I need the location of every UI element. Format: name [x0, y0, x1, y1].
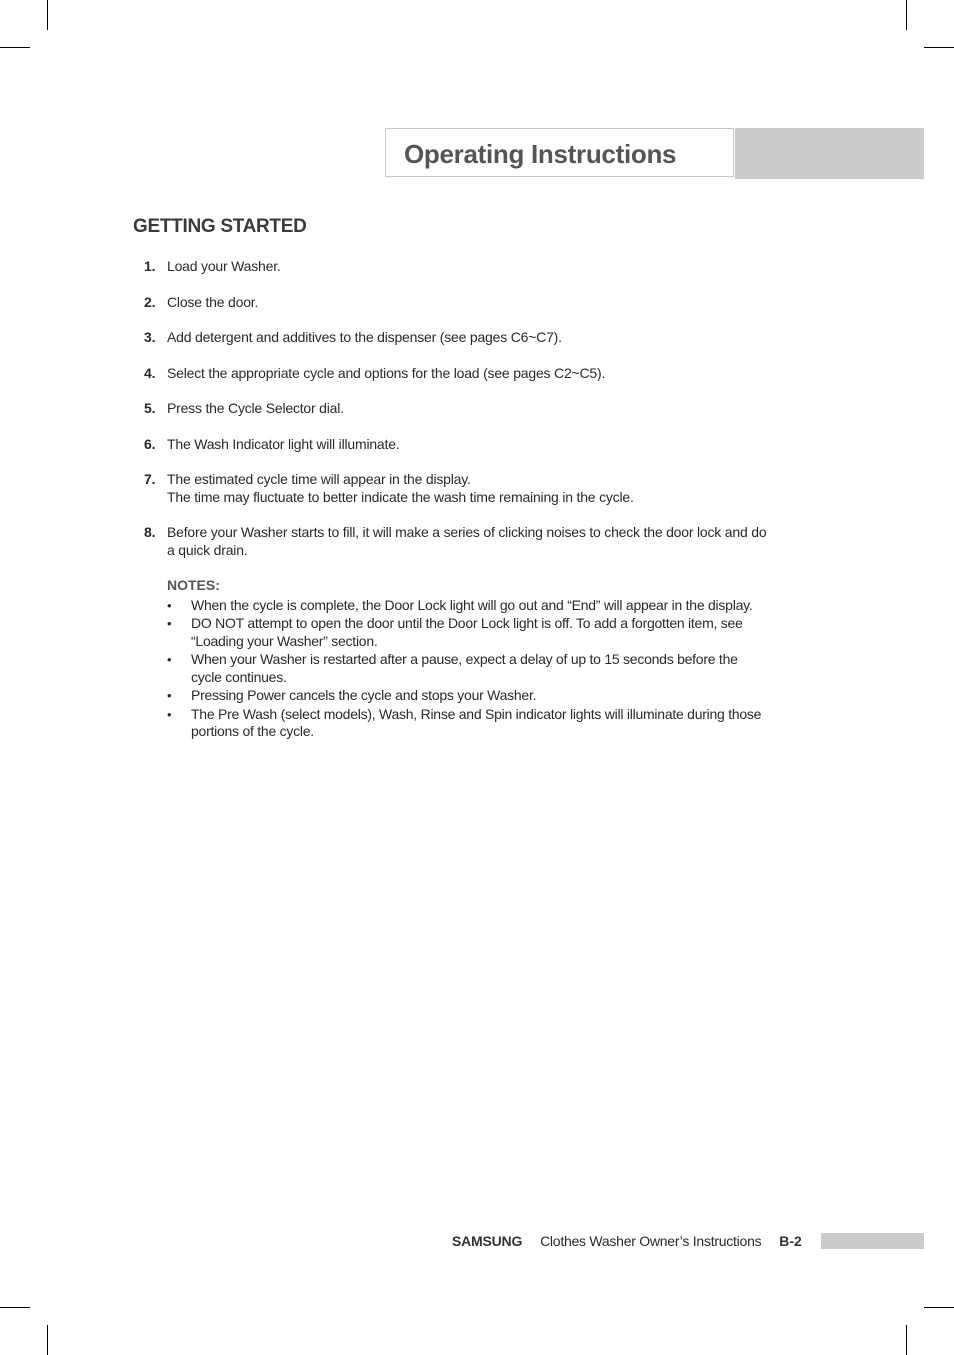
bullet-icon: •	[167, 688, 172, 703]
crop-mark-bottom-right-h	[924, 1307, 954, 1308]
page-footer	[452, 1233, 802, 1250]
crop-mark-top-left-h	[0, 47, 30, 48]
crop-mark-top-right-v	[906, 0, 907, 30]
note-item	[167, 706, 797, 741]
step-number: 2.	[144, 293, 156, 310]
step-number: 6.	[144, 435, 156, 452]
note-text: Pressing Power cancels the cycle and stops your Washer.	[191, 687, 537, 703]
page-header	[385, 128, 734, 177]
section-heading: GETTING STARTED	[133, 216, 307, 237]
bullet-icon: •	[167, 616, 172, 631]
step-text: Close the door.	[167, 293, 259, 310]
crop-mark-bottom-left-h	[0, 1307, 30, 1308]
step-text: Before your Washer starts to fill, it will make a series of clicking noises to check the door lock and do	[167, 524, 767, 540]
note-text: The Pre Wash (select models), Wash, Rinse and Spin indicator lights will illuminate during those	[191, 705, 762, 722]
step-text: The time may fluctuate to better indicate the wash time remaining in the cycle.	[167, 488, 634, 505]
notes-label: NOTES:	[167, 577, 220, 593]
crop-mark-top-right-h	[924, 47, 954, 48]
note-item	[167, 597, 797, 615]
note-item	[167, 651, 797, 686]
step-number: 3.	[144, 329, 156, 345]
step-number: 5.	[144, 400, 156, 416]
page-title: Operating Instructions	[404, 139, 677, 169]
note-text: portions of the cycle.	[191, 723, 314, 739]
step-number: 4.	[144, 364, 156, 381]
step-text: Load your Washer.	[167, 258, 281, 274]
notes-list	[167, 597, 797, 741]
note-text: DO NOT attempt to open the door until the Door Lock light is off. To add a forgotten item, see	[191, 615, 743, 631]
step-item	[133, 329, 813, 347]
footer-page-number: B-2	[779, 1233, 802, 1249]
step-number: 8.	[144, 524, 156, 540]
note-item	[167, 615, 797, 650]
footer-document-title: Clothes Washer Owner’s Instructions	[540, 1233, 762, 1249]
note-text: “Loading your Washer” section.	[191, 632, 378, 649]
step-number: 1.	[144, 258, 156, 274]
steps-list	[133, 258, 813, 577]
step-text: a quick drain.	[167, 541, 248, 558]
crop-mark-top-left-v	[47, 0, 48, 30]
bullet-icon: •	[167, 652, 172, 667]
step-text: Add detergent and additives to the dispenser (see pages C6~C7).	[167, 329, 562, 345]
step-item	[133, 258, 813, 276]
footer-accent-bar	[821, 1233, 924, 1249]
header-accent-bar	[735, 128, 924, 179]
step-item	[133, 294, 813, 312]
note-item	[167, 687, 797, 705]
step-item	[133, 400, 813, 418]
note-text: When your Washer is restarted after a pause, expect a delay of up to 15 seconds before the	[191, 651, 738, 667]
bullet-icon: •	[167, 706, 172, 722]
step-item	[133, 524, 813, 559]
crop-mark-bottom-left-v	[47, 1325, 48, 1355]
step-item	[133, 436, 813, 454]
step-text: Press the Cycle Selector dial.	[167, 400, 344, 416]
crop-mark-bottom-right-v	[906, 1325, 907, 1355]
step-number: 7.	[144, 471, 156, 487]
step-item	[133, 365, 813, 383]
notes-block	[167, 577, 797, 742]
note-text: cycle continues.	[191, 668, 287, 685]
step-text: The estimated cycle time will appear in the display.	[167, 471, 471, 487]
footer-brand: SAMSUNG	[452, 1233, 523, 1249]
note-text: When the cycle is complete, the Door Lock light will go out and “End” will appear in the display.	[191, 596, 753, 613]
bullet-icon: •	[167, 597, 172, 613]
step-text: Select the appropriate cycle and options for the load (see pages C2~C5).	[167, 364, 606, 381]
step-text: The Wash Indicator light will illuminate.	[167, 435, 400, 452]
step-item	[133, 471, 813, 506]
